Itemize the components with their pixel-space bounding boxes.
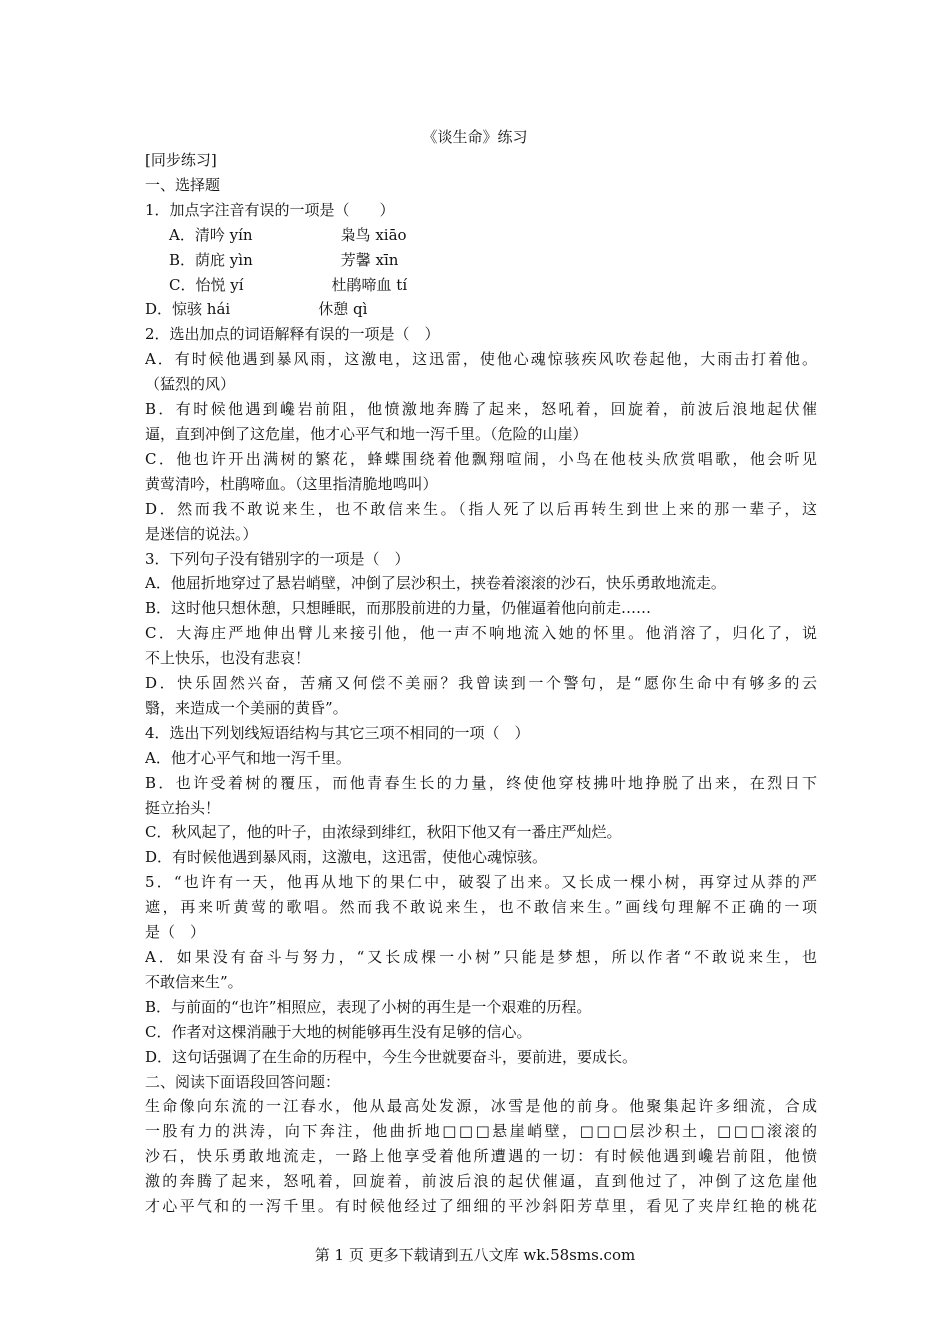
text-line: 一股有力的洪涛，向下奔注，他曲折地□□□悬崖峭壁，□□□层沙积土，□□□滚滚的 <box>145 1122 817 1141</box>
text-line <box>145 273 817 298</box>
text-line: 不敢信来生”。 <box>145 972 243 991</box>
text-line: C．作者对这棵消融于大地的树能够再生没有足够的信心。 <box>145 1022 532 1041</box>
text-line: C．大海庄严地伸出臂儿来接引他，他一声不响地流入她的怀里。他消溶了，归化了，说 <box>145 624 817 643</box>
text-line: C．他也许开出满树的繁花，蜂蝶围绕着他飘翔喧闹，小鸟在他枝头欣赏唱歌，他会听见 <box>145 449 817 468</box>
text-line: 5．“也许有一天，他再从地下的果仁中，破裂了出来。又长成一棵小树，再穿过从莽的严 <box>145 873 817 892</box>
text-line: 遮，再来听黄莺的歌唱。然而我不敢说来生，也不敢信来生。”画线句理解不正确的一项 <box>145 898 817 917</box>
text-line: 激的奔腾了起来，怒吼着，回旋着，前波后浪的起伏催逼，直到他过了，冲倒了这危崖他 <box>145 1172 817 1191</box>
text-line: [同步练习] <box>145 151 217 169</box>
option-term: 枭鸟 xiāo <box>340 225 407 244</box>
text-line: 黄莺清吟，杜鹃啼血。（这里指清脆地鸣叫） <box>145 474 438 493</box>
text-line: D．快乐固然兴奋，苦痛又何偿不美丽？我曾读到一个警句，是“愿你生命中有够多的云 <box>145 674 817 693</box>
text-line: C．秋风起了，他的叶子，由浓绿到绯红，秋阳下他又有一番庄严灿烂。 <box>145 823 622 842</box>
page-footer: 第 1 页 更多下载请到五八文库 wk.58sms.com <box>314 1246 636 1264</box>
text-line: 是（ ） <box>145 923 206 942</box>
page-title: 《谈生命》练习 <box>422 128 528 146</box>
text-line: A．他才心平气和地一泻千里。 <box>145 748 351 767</box>
text-line: 不上快乐，也没有悲哀！ <box>145 649 311 668</box>
text-line: 4．选出下列划线短语结构与其它三项不相同的一项（ ） <box>145 723 530 742</box>
text-line: 是迷信的说法。） <box>145 524 258 543</box>
text-line: 1．加点字注音有误的一项是（ ） <box>145 200 395 219</box>
text-line: （猛烈的风） <box>145 375 236 394</box>
text-line: A．他屈折地穿过了悬岩峭壁，冲倒了层沙积土，挟卷着滚滚的沙石，快乐勇敢地流走。 <box>145 574 726 593</box>
text-line <box>145 223 817 248</box>
option-term: D．惊骇 hái <box>145 300 231 319</box>
text-line: 二、阅读下面语段回答问题： <box>145 1072 341 1091</box>
text-line <box>145 297 817 322</box>
option-term: 休憩 qì <box>318 300 368 319</box>
text-line: D．这句话强调了在生命的历程中，今生今世就要奋斗，要前进，要成长。 <box>145 1047 638 1066</box>
text-line: B．这时他只想休憩，只想睡眠，而那股前进的力量，仍催逼着他向前走…… <box>145 599 652 618</box>
text-line: A．如果没有奋斗与努力，“又长成棵一小树”只能是梦想，所以作者“不敢说来生，也 <box>145 948 817 966</box>
text-line: 才心平气和的一泻千里。有时候他经过了细细的平沙斜阳芳草里，看见了夹岸红艳的桃花 <box>145 1197 817 1216</box>
text-line: 3．下列句子没有错别字的一项是（ ） <box>145 549 410 568</box>
text-line: A．有时候他遇到暴风雨，这激电，这迅雷，使他心魂惊骇疾风吹卷起他，大雨击打着他。 <box>145 350 817 369</box>
text-line: D．然而我不敢说来生，也不敢信来生。（指人死了以后再转生到世上来的那一辈子，这 <box>145 499 817 518</box>
text-line: B．有时候他遇到巉岩前阻，他愤激地奔腾了起来，怒吼着，回旋着，前波后浪地起伏催 <box>145 400 817 419</box>
text-line <box>145 248 817 273</box>
text-line: B．也许受着树的覆压，而他青春生长的力量，终使他穿枝拂叶地挣脱了出来，在烈日下 <box>145 773 817 792</box>
option-term: 杜鹃啼血 tí <box>331 275 408 294</box>
text-line: B．与前面的“也许”相照应，表现了小树的再生是一个艰难的历程。 <box>145 997 592 1016</box>
text-line: 一、选择题 <box>145 175 221 194</box>
text-line: 逼，直到冲倒了这危崖，他才心平气和地一泻千里。（危险的山崖） <box>145 424 588 443</box>
option-term: C．怡悦 yí <box>169 275 244 294</box>
option-term: 芳馨 xīn <box>340 250 399 269</box>
text-line: 翳，来造成一个美丽的黄昏”。 <box>145 698 348 717</box>
text-line: 2．选出加点的词语解释有误的一项是（ ） <box>145 325 440 344</box>
option-term: A．清吟 yín <box>169 225 253 244</box>
option-term: B．荫庇 yìn <box>169 250 253 269</box>
text-line: 沙石，快乐勇敢地流走，一路上他享受着他所遭遇的一切：有时候他遇到巉岩前阻，他愤 <box>145 1147 817 1166</box>
document-body <box>145 148 817 1219</box>
text-line: 挺立抬头！ <box>145 798 221 817</box>
text-line: 生命像向东流的一江春水，他从最高处发源，冰雪是他的前身。他聚集起许多细流，合成 <box>145 1097 817 1116</box>
text-line: D．有时候他遇到暴风雨，这激电，这迅雷，使他心魂惊骇。 <box>145 848 548 867</box>
